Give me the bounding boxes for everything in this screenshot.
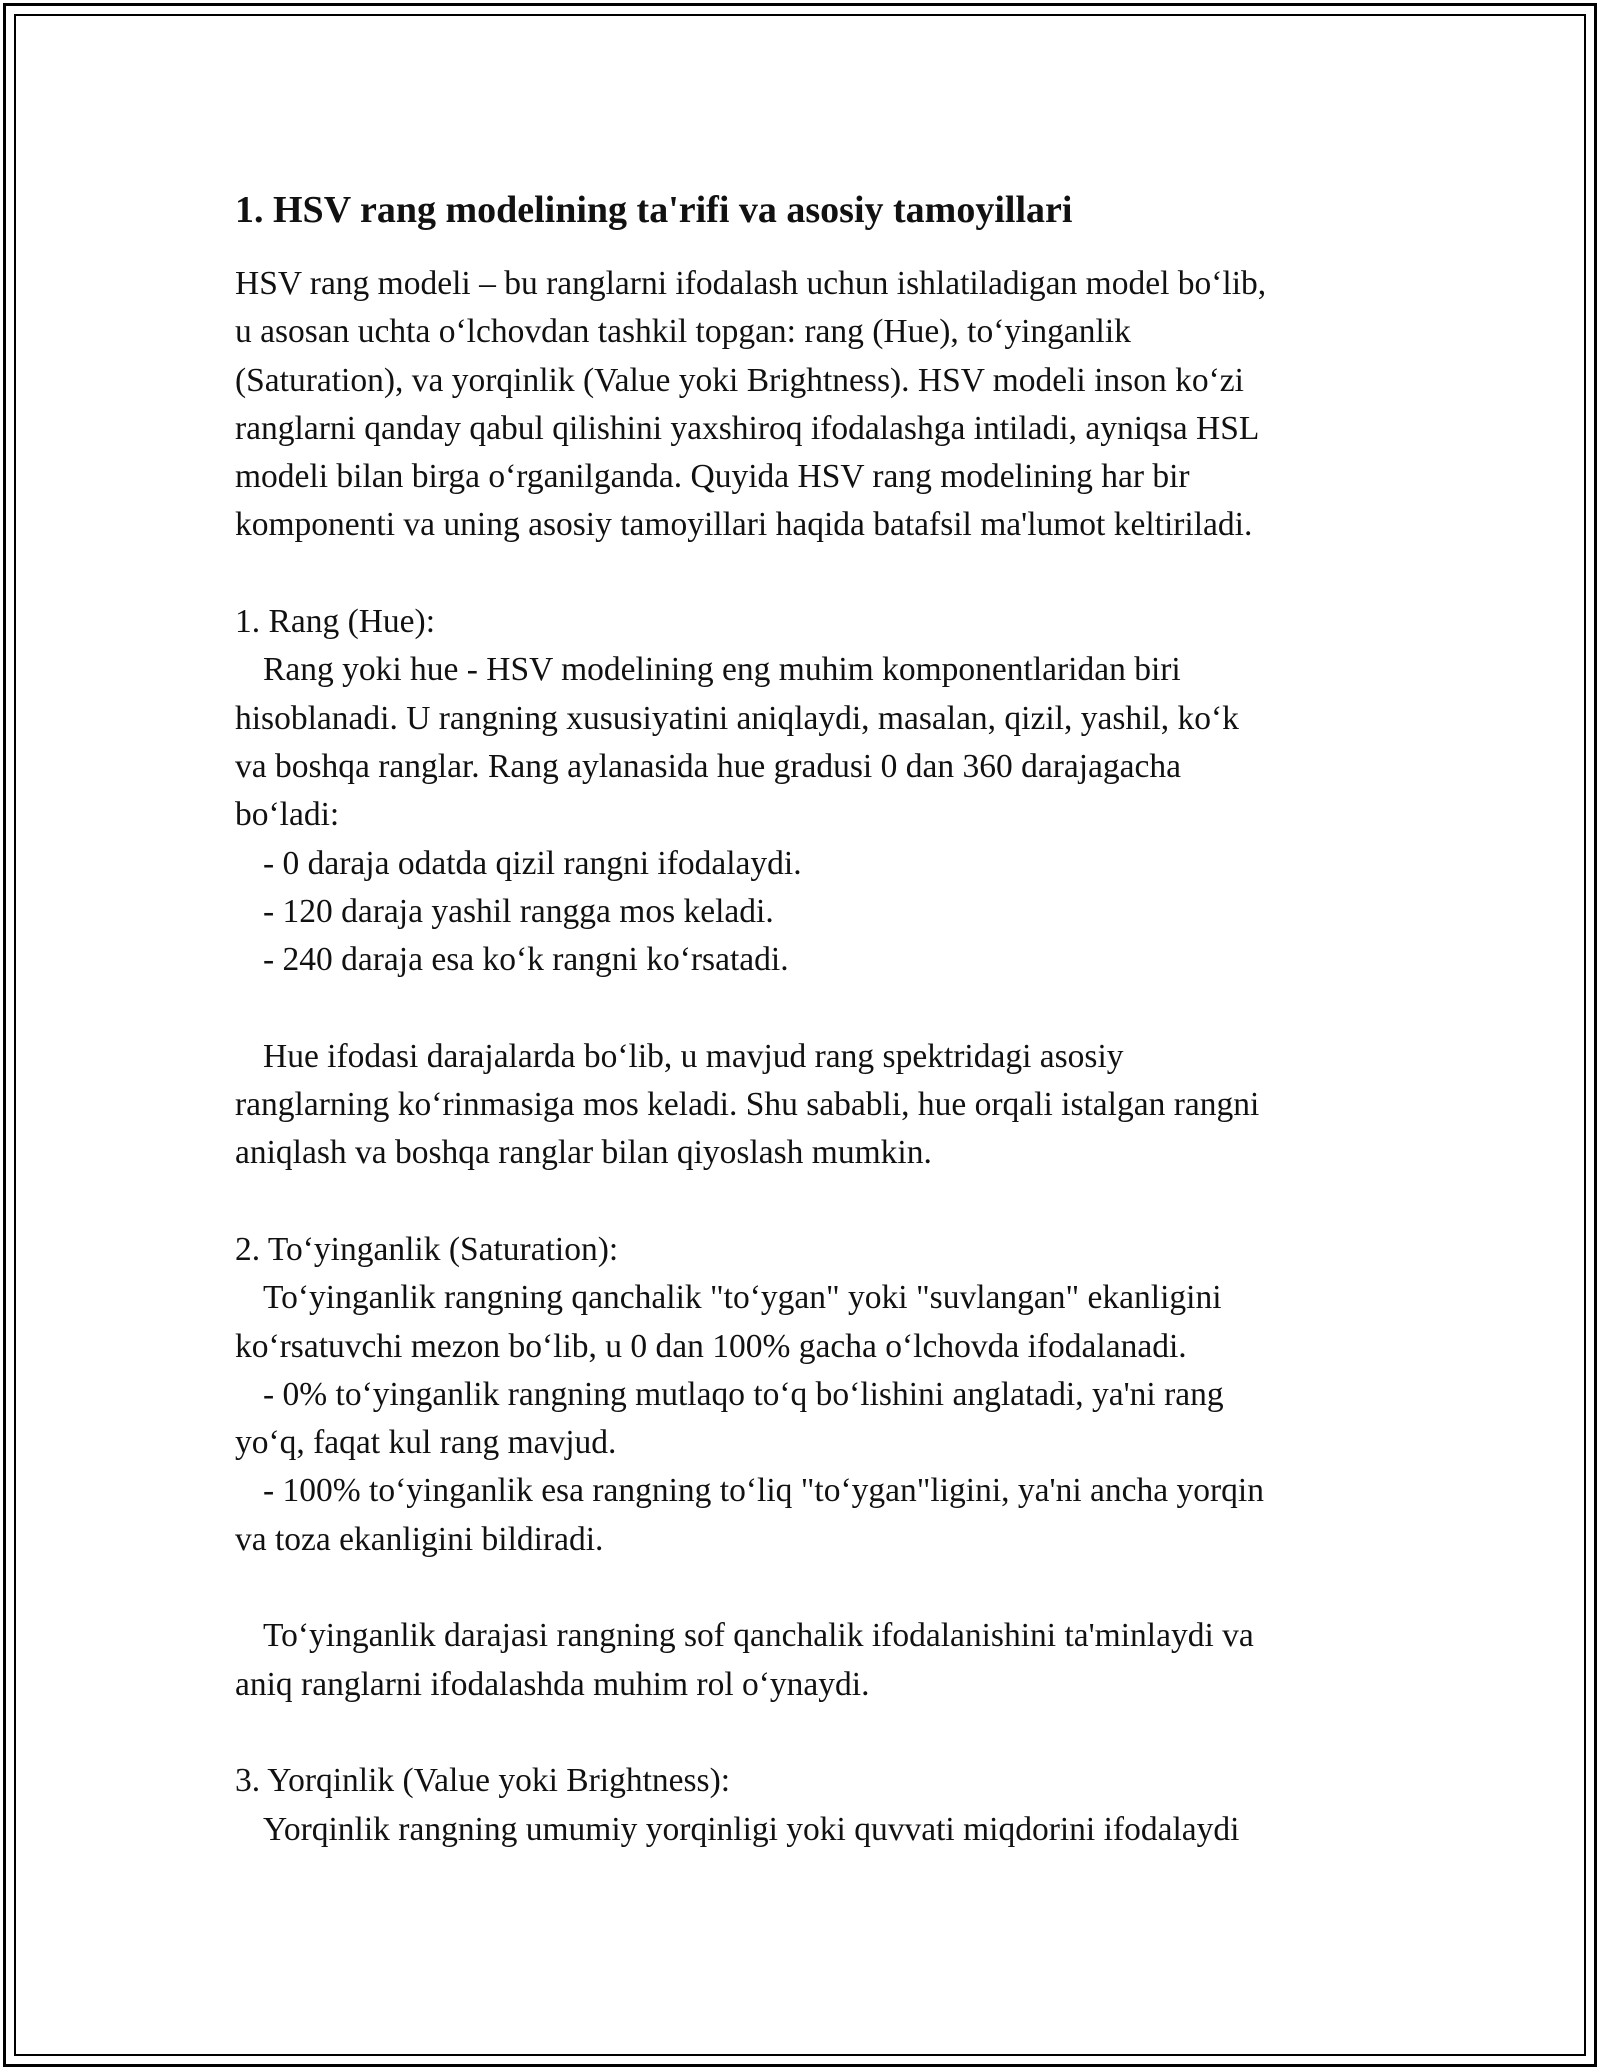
text-line: To‘yinganlik darajasi rangning sof qanchalik ifodalanishini ta'minlaydi va (263, 1617, 1254, 1655)
blank-line (235, 1178, 1385, 1226)
text-line: Rang yoki hue - HSV modelining eng muhim komponentlaridan biri (263, 651, 1181, 689)
paragraph-lines (235, 260, 1385, 1854)
text-line: ranglarni qanday qabul qilishini yaxshiroq ifodalashga intiladi, ayniqsa HSL (235, 409, 1260, 447)
text-line: aniq ranglarni ifodalashda muhim rol o‘ynaydi. (235, 1665, 870, 1703)
text-line: Hue ifodasi darajalarda bo‘lib, u mavjud rang spektridagi asosiy (263, 1037, 1124, 1075)
section-heading: 1. HSV rang modelining ta'rifi va asosiy tamoyillari (235, 189, 1073, 231)
text-line: bo‘ladi: (235, 796, 340, 834)
text-line: (Saturation), va yorqinlik (Value yoki Brightness). HSV modeli inson ko‘zi (235, 361, 1244, 399)
text-line: Yorqinlik rangning umumiy yorqinligi yoki quvvati miqdorini ifodalaydi (263, 1810, 1240, 1848)
text-line: 2. To‘yinganlik (Saturation): (235, 1230, 619, 1268)
text-line: - 240 daraja esa ko‘k rangni ko‘rsatadi. (263, 941, 789, 979)
text-line: HSV rang modeli – bu ranglarni ifodalash uchun ishlatiladigan model bo‘lib, (235, 265, 1267, 302)
blank-line (235, 984, 1385, 1032)
text-line: 1. Rang (Hue): (235, 603, 436, 641)
text-line: modeli bilan birga o‘rganilganda. Quyida HSV rang modelining har bir (235, 458, 1190, 496)
text-line: yo‘q, faqat kul rang mavjud. (235, 1424, 617, 1462)
text-line: - 100% to‘yinganlik esa rangning to‘liq "to‘ygan"ligini, ya'ni ancha yorqin (263, 1472, 1264, 1510)
text-line: 3. Yorqinlik (Value yoki Brightness): (235, 1762, 731, 1800)
text-line: To‘yinganlik rangning qanchalik "to‘ygan" yoki "suvlangan" ekanligini (263, 1279, 1222, 1317)
text-line: - 120 daraja yashil rangga mos keladi. (263, 892, 774, 930)
text-line: ranglarning ko‘rinmasiga mos keladi. Shu sababli, hue orqali istalgan rangni (235, 1086, 1260, 1124)
text-line: aniqlash va boshqa ranglar bilan qiyoslash mumkin. (235, 1134, 932, 1172)
document-body (235, 186, 1385, 1854)
text-line: hisoblanadi. U rangning xususiyatini aniqlaydi, masalan, qizil, yashil, ko‘k (235, 699, 1239, 737)
text-line: u asosan uchta o‘lchovdan tashkil topgan: rang (Hue), to‘yinganlik (235, 313, 1131, 351)
text-line: ko‘rsatuvchi mezon bo‘lib, u 0 dan 100% gacha o‘lchovda ifodalanadi. (235, 1327, 1187, 1365)
text-line: - 0% to‘yinganlik rangning mutlaqo to‘q bo‘lishini anglatadi, ya'ni rang (263, 1375, 1224, 1413)
blank-line (235, 1564, 1385, 1612)
text-line: - 0 daraja odatda qizil rangni ifodalaydi. (263, 844, 802, 882)
blank-line (235, 1709, 1385, 1757)
text-line: va boshqa ranglar. Rang aylanasida hue gradusi 0 dan 360 darajagacha (235, 747, 1182, 785)
blank-line (235, 550, 1385, 598)
text-line: va toza ekanligini bildiradi. (235, 1520, 604, 1558)
text-line: komponenti va uning asosiy tamoyillari haqida batafsil ma'lumot keltiriladi. (235, 506, 1253, 544)
